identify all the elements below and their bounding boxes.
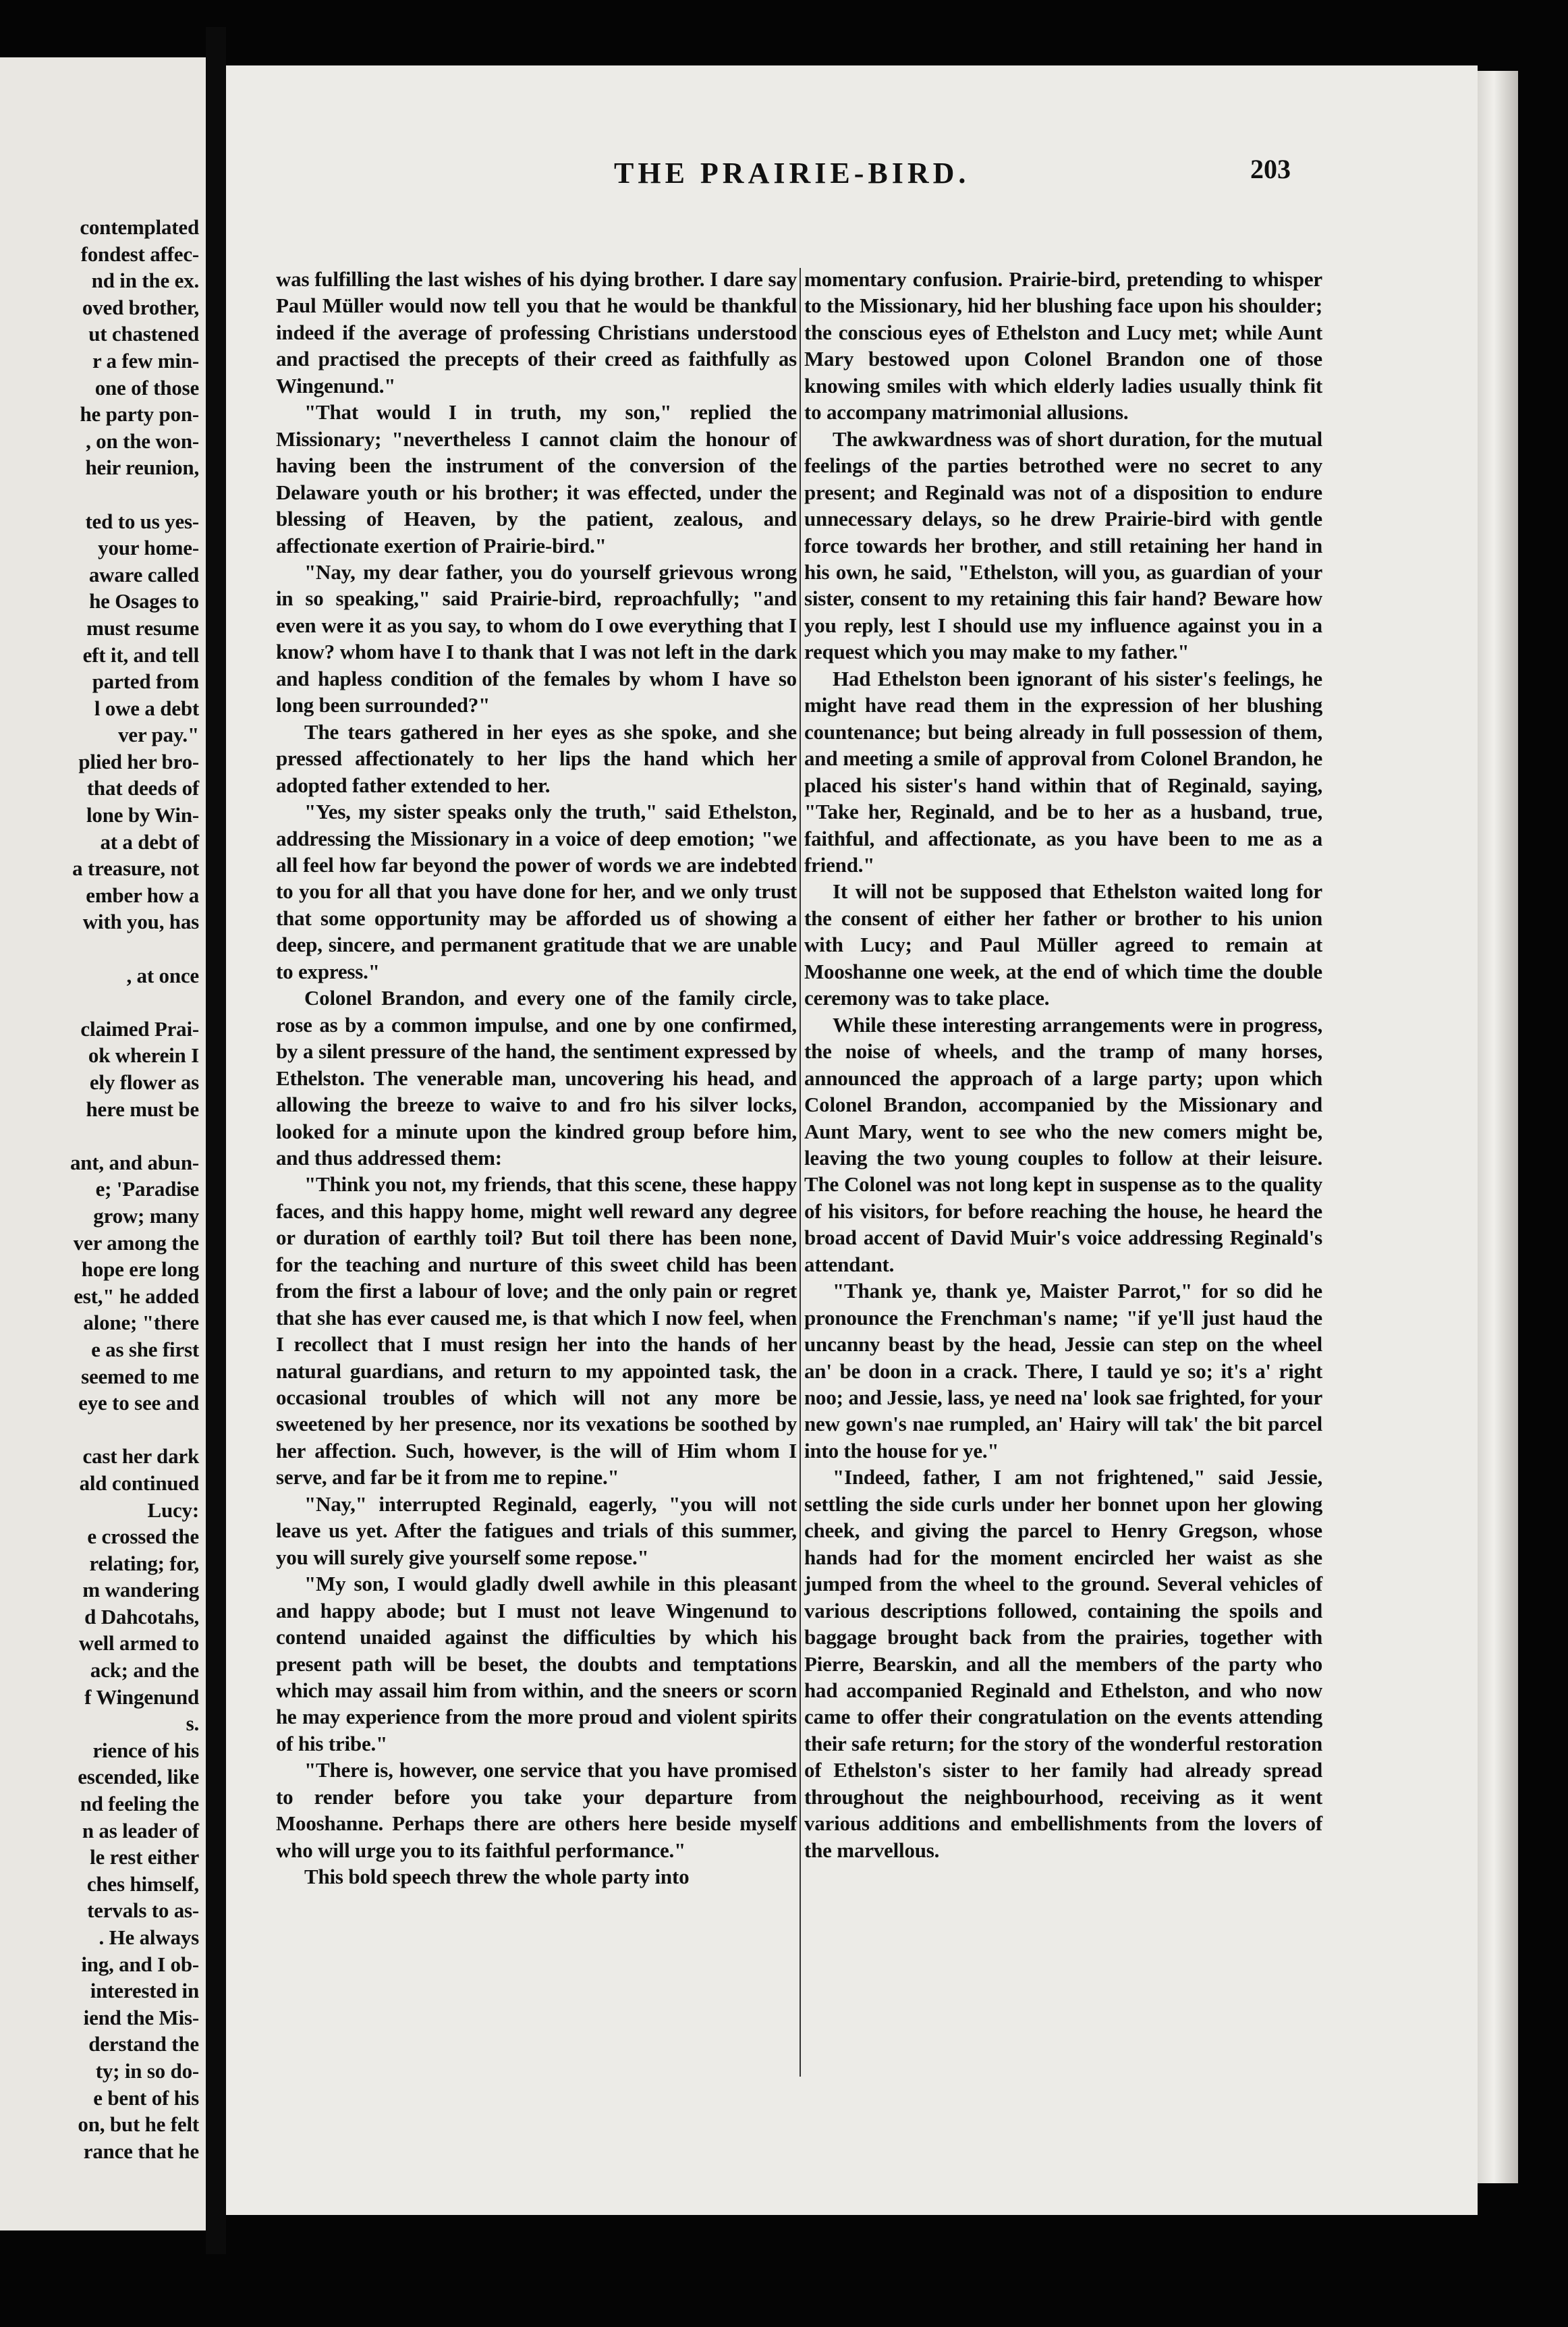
fragment-line: , at once <box>126 963 199 987</box>
fragment-line: d Dahcotahs, <box>84 1604 199 1628</box>
paragraph: Had Ethelston been ignorant of his sister's feelings, he might have read them in the expression of her blushing countenance; but being already in full possession of them, and meeting a smile of approval from Colonel Brandon, he placed his sister's hand within that of Reginald, saying, "Take her, Reginald, and be to her as a husband, true, faithful, and affectionate, as you have been to me as a friend." <box>804 666 1322 877</box>
fragment-line: l owe a debt <box>94 696 199 720</box>
paragraph: "Nay, my dear father, you do yourself grievous wrong in so speaking," said Prairie-bird, reproachfully; "and even were it as you say, to whom do I owe everything that I know? whom have I to thank that I was not left in the dark and hapless condition of the females by whom I have so long been surrounded?" <box>276 559 797 717</box>
fragment-line: m wandering <box>82 1578 199 1602</box>
fragment-line: contemplated <box>80 215 199 239</box>
paragraph: The awkwardness was of short duration, for the mutual feelings of the parties betrothed were no secret to any present; and Reginald was not of a disposition to endure unnecessary delays, so he drew Prairie-bird with gentle force towards her brother, and still retaining her hand in his own, he said, "Ethelston, will you, as guardian of your sister, consent to my retaining this fair hand? Beware how you reply, lest I should use my influence against you in a request which you may make to my father." <box>804 427 1322 664</box>
fragment-line: e as she first <box>91 1337 199 1361</box>
fragment-line: must resume <box>86 615 199 640</box>
fragment-gap <box>0 481 199 508</box>
fragment-line: here must be <box>86 1097 199 1121</box>
fragment-line: ing, and I ob- <box>81 1952 199 1976</box>
fragment-line: that deeds of <box>86 776 199 800</box>
facing-page-fragment <box>0 57 206 2230</box>
fragment-line: ely flower as <box>89 1070 199 1094</box>
paragraph: "Nay," interrupted Reginald, eagerly, "you will not leave us yet. After the fatigues and trials of this summer, you will surely give yourself some repose." <box>276 1491 797 1569</box>
text-column-right <box>804 266 1322 1863</box>
page-header <box>226 153 1478 194</box>
fragment-line: ack; and the <box>90 1658 199 1682</box>
fragment-line: hope ere long <box>81 1257 199 1282</box>
fragment-gap <box>0 1417 199 1444</box>
fragment-line: on, but he felt <box>78 2112 199 2137</box>
running-title: THE PRAIRIE-BIRD. <box>614 157 970 190</box>
fragment-line: cast her dark <box>82 1444 199 1469</box>
fragment-line: well armed to <box>78 1631 199 1655</box>
book-page <box>226 65 1478 2215</box>
fragment-line: iend the Mis- <box>83 2005 199 2029</box>
fragment-line: seemed to me <box>81 1364 199 1388</box>
fragment-gap <box>0 1122 199 1149</box>
fragment-line: claimed Prai- <box>80 1016 199 1041</box>
fragment-line: Lucy: <box>147 1498 199 1522</box>
paragraph: While these interesting arrangements were in progress, the noise of wheels, and the tramp of many horses, announced the approach of a large party; upon which Colonel Brandon, accompanied by the Missionary and Aunt Mary, went to see who the new comers might be, leaving the two young couples to follow at their leisure. The Colonel was not long kept in suspense as to the quality of his visitors, for before reaching the house, he heard the broad accent of David Muir's voice addressing Reginald's attendant. <box>804 1012 1322 1276</box>
fragment-line: ver among the <box>73 1230 199 1255</box>
fragment-line: plied her bro- <box>78 749 199 773</box>
fragment-line: lone by Win- <box>86 803 199 827</box>
fragment-line: ald continued <box>79 1471 199 1495</box>
fragment-line: nd in the ex. <box>91 269 199 293</box>
paragraph: "That would I in truth, my son," replied the Missionary; "nevertheless I cannot claim the honour of having been the instrument of the conversion of the Delaware youth or his brother; it was effected, under the blessing of Heaven, by the patient, zealous, and affectionate exertion of Prairie-bird." <box>276 400 797 557</box>
fragment-line: ant, and abun- <box>69 1150 199 1174</box>
fragment-line: rience of his <box>92 1738 199 1762</box>
fragment-line: e crossed the <box>87 1525 199 1549</box>
page-number: 203 <box>1250 154 1291 184</box>
fragment-line: ok wherein I <box>88 1043 199 1068</box>
fragment-line: f Wingenund <box>84 1685 199 1709</box>
fragment-line: fondest affec- <box>80 242 199 266</box>
fragment-line: grow; many <box>93 1203 199 1228</box>
paragraph: "Indeed, father, I am not frightened," said Jessie, settling the side curls under her bonnet upon her glowing cheek, and giving the parcel to Henry Gregson, whose hands had for the moment encircled her waist as she jumped from the wheel to the ground. Several vehicles of various descriptions followed, containing the spoils and baggage brought back from the prairies, together with Pierre, Bearskin, and all the members of the party who had accompanied Reginald and Ethelston, and who now came to offer their congratulation on the events attending their safe return; for the story of the wonderful restoration of Ethelston's sister to her family had already spread throughout the neighbourhood, receiving as it went various additions and embellishments from the lovers of the marvellous. <box>804 1465 1322 1862</box>
fragment-line: r a few min- <box>92 348 199 373</box>
paragraph: Colonel Brandon, and every one of the family circle, rose as by a common impulse, and one by one confirmed, by a silent pressure of the hand, the sentiment expressed by Ethelston. The venerable man, uncovering his head, and allowing the breeze to waive to and fro his silver locks, looked for a minute upon the kindred group before him, and thus addressed them: <box>276 986 797 1170</box>
fragment-line: ember how a <box>86 883 199 907</box>
fragment-line: est," he added <box>74 1284 199 1308</box>
fragment-line: he party pon- <box>80 402 199 427</box>
fragment-line: ty; in so do- <box>95 2058 199 2083</box>
text-column-left <box>276 266 797 1890</box>
fragment-line: . He always <box>99 1925 199 1949</box>
fragment-line: a treasure, not <box>72 856 199 881</box>
fragment-line: n as leader of <box>82 1818 199 1842</box>
fragment-line: interested in <box>90 1979 199 2003</box>
fragment-line: e bent of his <box>93 2085 199 2110</box>
fragment-gap <box>0 935 199 962</box>
fragment-line: aware called <box>88 562 199 586</box>
fragment-line: escended, like <box>78 1765 199 1789</box>
fragment-line: one of those <box>94 375 199 400</box>
page-edge <box>1478 71 1518 2183</box>
paragraph: The tears gathered in her eyes as she spoke, and she pressed affectionately to her lips the hand which her adopted father extended to her. <box>276 719 797 797</box>
fragment-line: eye to see and <box>78 1391 199 1415</box>
fragment-line: ted to us yes- <box>85 509 199 533</box>
book-gutter <box>206 27 226 2254</box>
paragraph: "Think you not, my friends, that this scene, these happy faces, and this happy home, might well reward any degree or duration of earthly toil? But toil there has been none, for the teaching and nurture of this sweet child has been from the first a labour of love; and the only pain or regret that she has ever caused me, is that which I now feel, when I recollect that I must resign her into the hands of her natural guardians, and return to my appointed task, the occasional troubles of which will not any more be sweetened by her presence, nor its vexations be soothed by her affection. Such, however, is the will of Him whom I serve, and far be it from me to repine." <box>276 1172 797 1489</box>
paragraph: was fulfilling the last wishes of his dying brother. I dare say Paul Müller would now tell you that he would be thankful indeed if the average of professing Christians understood and practised the precepts of their creed as faithfully as Wingenund." <box>276 267 797 398</box>
fragment-line: e; 'Paradise <box>95 1177 199 1201</box>
paragraph: It will not be supposed that Ethelston waited long for the consent of either her father or brother to his union with Lucy; and Paul Müller agreed to remain at Mooshanne one week, at the end of which time the double ceremony was to take place. <box>804 879 1322 1010</box>
paragraph: momentary confusion. Prairie-bird, pretending to whisper to the Missionary, hid her blushing face upon his shoulder; the conscious eyes of Ethelston and Lucy met; while Aunt Mary bestowed upon Colonel Brandon one of those knowing smiles with which elderly ladies usually think fit to accompany matrimonial allusions. <box>804 267 1322 425</box>
fragment-line: your home- <box>98 536 199 560</box>
fragment-line: with you, has <box>82 910 199 934</box>
fragment-line: le rest either <box>90 1845 199 1869</box>
fragment-line: alone; "there <box>83 1311 199 1335</box>
fragment-line: ver pay." <box>118 723 199 747</box>
fragment-line: oved brother, <box>82 295 199 319</box>
paragraph: This bold speech threw the whole party into <box>304 1865 690 1889</box>
fragment-line: ches himself, <box>86 1871 199 1896</box>
fragment-line: derstand the <box>88 2032 199 2056</box>
fragment-line: , on the won- <box>86 429 199 453</box>
fragment-gap <box>0 989 199 1016</box>
paragraph: "Thank ye, thank ye, Maister Parrot," for so did he pronounce the Frenchman's name; "if ye'll just haud the uncanny beast by the head, Jessie can step on the wheel an' be doon in a crack. There, I tauld ye so; it's a' right noo; and Jessie, lass, ye need na' look sae frighted, for your new gown's nae rumpled, an' Hairy will tak' the bit parcel into the house for ye." <box>804 1279 1322 1462</box>
paragraph: "There is, however, one service that you have promised to render before you take your departure from Mooshanne. Perhaps there are others here beside myself who will urge you to its faithful performance." <box>276 1758 797 1862</box>
fragment-line: at a debt of <box>100 829 199 854</box>
column-divider <box>800 268 801 2077</box>
fragment-line: he Osages to <box>89 589 199 613</box>
fragment-line: s. <box>186 1712 199 1736</box>
fragment-line: heir reunion, <box>85 456 199 480</box>
fragment-line: nd feeling the <box>80 1792 199 1816</box>
fragment-line: relating; for, <box>89 1551 199 1575</box>
fragment-line: ut chastened <box>88 322 199 346</box>
facing-page-text <box>0 214 199 2164</box>
fragment-line: eft it, and tell <box>82 642 199 667</box>
fragment-line: tervals to as- <box>87 1898 199 1923</box>
fragment-line: rance that he <box>83 2139 199 2163</box>
paragraph: "My son, I would gladly dwell awhile in this pleasant and happy abode; but I must not leave Wingenund to contend unaided against the difficulties by which his present path will be beset, the doubts and temptations which may assail him from within, and the sneers or scorn he may experience from the more proud and violent spirits of his tribe." <box>276 1572 797 1755</box>
paragraph: "Yes, my sister speaks only the truth," said Ethelston, addressing the Missionary in a voice of deep emotion; "we all feel how far beyond the power of words we are indebted to you for all that you have done for her, and we only trust that some opportunity may be afforded us of showing a deep, sincere, and permanent gratitude that we are unable to express." <box>276 800 797 983</box>
fragment-line: parted from <box>92 669 199 694</box>
